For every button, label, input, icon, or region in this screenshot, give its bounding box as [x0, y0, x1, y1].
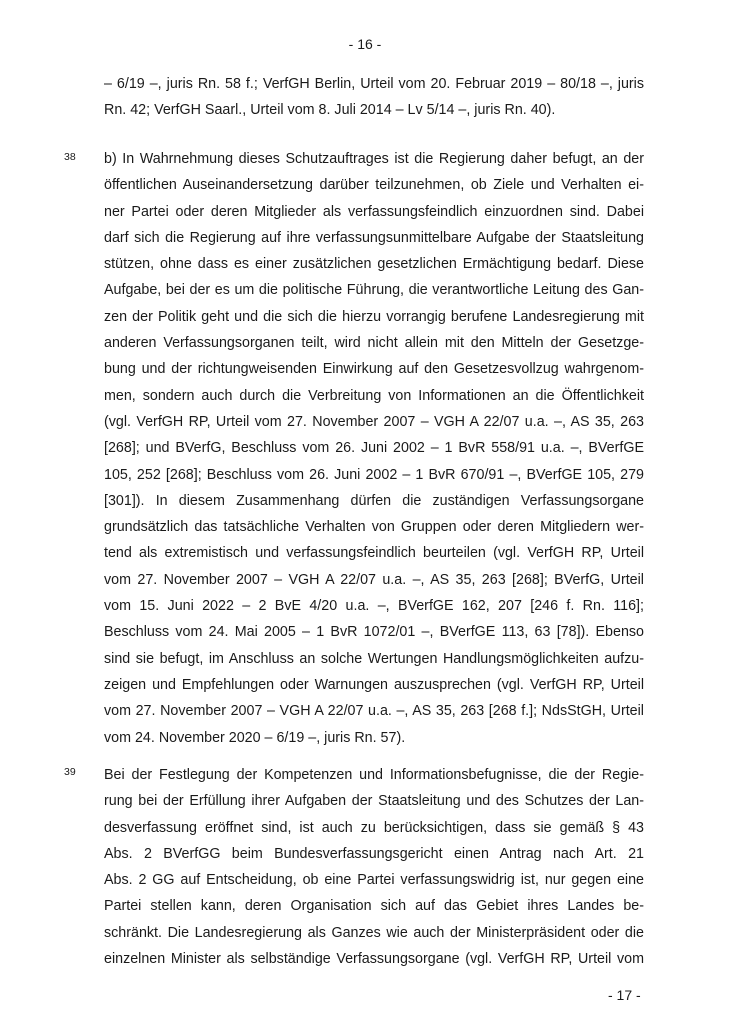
text-line: anderen Verfassungsorganen teilt, wird nicht allein mit den Mitteln der Gesetzge- [104, 335, 644, 352]
text-line: vom 15. Juni 2022 – 2 BvE 4/20 u.a. –, BVerfGE 162, 207 [246 f. Rn. 116]; [104, 598, 644, 615]
paragraph-39 [104, 762, 644, 972]
paragraph-38 [104, 146, 644, 751]
text-line: – 6/19 –, juris Rn. 58 f.; VerfGH Berlin, Urteil vom 20. Februar 2019 – 80/18 –, juris [104, 76, 644, 92]
text-line: öffentlichen Auseinandersetzung darüber teilzunehmen, ob Ziele und Verhalten ei- [104, 177, 644, 194]
page-number-bottom: - 17 - [608, 987, 641, 1003]
paragraph-number-39: 39 [64, 766, 76, 778]
text-line: Abs. 2 GG auf Entscheidung, ob eine Partei verfassungswidrig ist, nur gegen eine [104, 872, 644, 889]
text-line: zeigen und Empfehlungen oder Warnungen auszusprechen (vgl. VerfGH RP, Urteil [104, 676, 644, 693]
text-line: vom 24. November 2020 – 6/19 –, juris Rn. 57). [104, 729, 406, 746]
text-line: b) In Wahrnehmung dieses Schutzauftrages ist die Regierung daher befugt, an der [104, 151, 644, 167]
text-line: einzelnen Minister als selbständige Verfassungsorgane (vgl. VerfGH RP, Urteil vom [104, 951, 644, 968]
text-line: bung und der richtungweisenden Einwirkung auf den Gesetzesvollzug wahrgenom- [104, 361, 644, 378]
text-line: schränkt. Die Landesregierung als Ganzes wie auch der Ministerpräsident oder die [104, 924, 644, 941]
paragraph-number-38: 38 [64, 151, 76, 163]
page-number-top: - 16 - [348, 36, 382, 52]
text-line: Partei stellen kann, deren Organisation sich auf das Gebiet ihres Landes be- [104, 898, 644, 915]
text-line: [301]). In diesem Zusammenhang dürfen die zuständigen Verfassungsorgane [104, 492, 644, 509]
text-line: ner Partei oder deren Mitglieder als verfassungsfeindlich einzuordnen sind. Dabei [104, 203, 644, 220]
text-line: (vgl. VerfGH RP, Urteil vom 27. November 2007 – VGH A 22/07 u.a. –, AS 35, 263 [104, 413, 644, 430]
text-line: Aufgabe, bei der es um die politische Führung, die verantwortliche Leitung des Gan- [104, 282, 644, 299]
text-line: Bei der Festlegung der Kompetenzen und Informationsbefugnisse, die der Regie- [104, 767, 644, 783]
text-line: vom 27. November 2007 – VGH A 22/07 u.a. –, AS 35, 263 [268]; BVerfG, Urteil [104, 571, 644, 588]
paragraph-continuation [104, 71, 644, 124]
text-line: stützen, ohne dass es einer zusätzlichen gesetzlichen Ermächtigung bedarf. Diese [104, 256, 644, 273]
text-line: Abs. 2 BVerfGG beim Bundesverfassungsgericht einen Antrag nach Art. 21 [104, 845, 644, 862]
text-line: sind sie befugt, im Anschluss an solche Wertungen Handlungsmöglichkeiten aufzu- [104, 650, 644, 667]
text-line: grundsätzlich das tatsächliche Verhalten von Gruppen oder deren Mitgliedern wer- [104, 519, 644, 536]
text-line: Beschluss vom 24. Mai 2005 – 1 BvR 1072/01 –, BVerfGE 113, 63 [78]). Ebenso [104, 624, 644, 641]
text-line: Rn. 42; VerfGH Saarl., Urteil vom 8. Juli 2014 – Lv 5/14 –, juris Rn. 40). [104, 102, 556, 119]
text-line: rung bei der Erfüllung ihrer Aufgaben der Staatsleitung und des Schutzes der Lan- [104, 793, 644, 810]
text-line: [268]; und BVerfG, Beschluss vom 26. Juni 2002 – 1 BvR 558/91 u.a. –, BVerfGE [104, 440, 644, 457]
text-line: desverfassung eröffnet sind, ist auch zu berücksichtigen, dass sie gemäß § 43 [104, 819, 644, 836]
text-line: vom 27. November 2007 – VGH A 22/07 u.a. –, AS 35, 263 [268 f.]; NdsStGH, Urteil [104, 703, 644, 720]
text-line: zen der Politik geht und die sich die hierzu vorrangig berufene Landesregierung mit [104, 308, 644, 325]
text-line: 105, 252 [268]; Beschluss vom 26. Juni 2002 – 1 BvR 670/91 –, BVerfGE 105, 279 [104, 466, 644, 483]
text-line: tend als extremistisch und verfassungsfeindlich beurteilen (vgl. VerfGH RP, Urteil [104, 545, 644, 562]
text-line: men, sondern auch durch die Verbreitung von Informationen an die Öffentlichkeit [104, 387, 644, 404]
text-line: darf sich die Regierung auf ihre verfassungsunmittelbare Aufgabe der Staatsleitung [104, 229, 644, 246]
